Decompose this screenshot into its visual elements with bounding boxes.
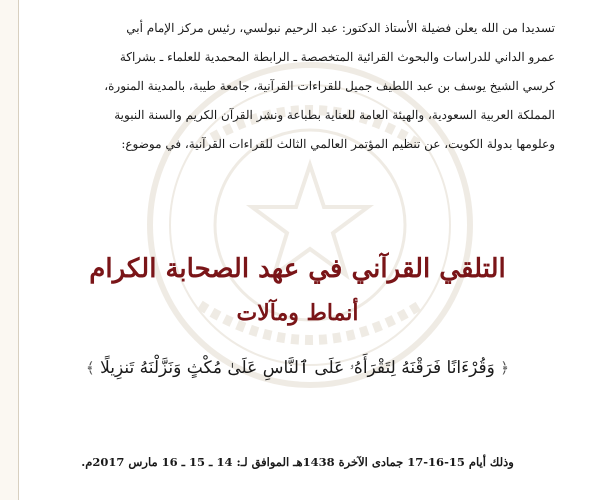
conference-dates: وذلك أيام 15-16-17 جمادى الآخرة 1438هـ الموافق لـ: 14 ـ 15 ـ 16 مارس 2017م. — [81, 455, 514, 469]
quran-verse — [0, 357, 595, 378]
intro-line: تسديدا من الله يعلن فضيلة الأستاذ الدكتور: عبد الرحيم نبولسي، رئيس مركز الإمام أبي — [126, 21, 555, 35]
verse-text: وَقُرْءَانًا فَرَقْنَهُ لِتَقْرَأَهُۥ عَلَى ٱلنَّاسِ عَلَىٰ مُكْثٍ وَنَزَّلْنَهُ تَنزِيلًا — [100, 358, 495, 378]
page-left-border — [0, 0, 19, 500]
intro-paragraph — [40, 14, 555, 159]
intro-line: وعلومها بدولة الكويت، عن تنظيم المؤتمر العالمي الثالث للقراءات القرآنية، في موضوع: — [121, 137, 555, 151]
verse-open-bracket: ﴿ — [500, 359, 510, 377]
intro-line: المملكة العربية السعودية، والهيئة العامة للعناية بطباعة ونشر القرآن الكريم والسنة النبوية — [114, 108, 555, 122]
verse-close-bracket: ﴾ — [85, 359, 95, 377]
conference-subtitle: أنماط ومآلات — [236, 300, 359, 326]
intro-line: كرسي الشيخ يوسف بن عبد اللطيف جميل للقراءات القرآنية، جامعة طيبة، بالمدينة المنورة، — [104, 79, 555, 93]
conference-title: التلقي القرآني في عهد الصحابة الكرام — [89, 254, 506, 284]
intro-line: عمرو الداني للدراسات والبحوث القرائية المتخصصة ـ الرابطة المحمدية للعلماء ـ بشراكة — [119, 50, 555, 64]
